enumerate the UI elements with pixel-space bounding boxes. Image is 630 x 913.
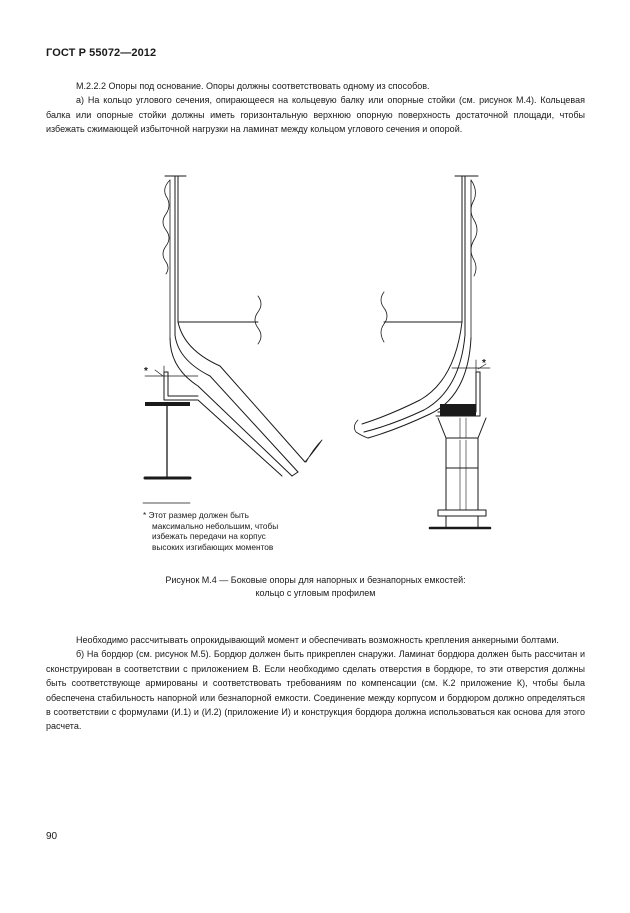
- caption-line: Рисунок М.4 — Боковые опоры для напорных и безнапорных емкостей:: [165, 575, 466, 585]
- paragraph-b: б) На бордюр (см. рисунок М.5). Бордюр должен быть прикреплен снаружи. Ламинат бордюра должен быть рассчитан и сконструирован в соответствии с приложением В. Если необходимо сделать отверстия в бордюре, то эти отверстия должны быть соответствующе армированы и соответствовать требованиям по компенсации (см. К.2 приложение К), чтобы была обеспечена стабильность напорной или безнапорной емкости. Соединение между корпусом и бордюром должно определяться в соответствии с формулами (И.1) и (И.2) (приложение И) и конструкция бордюра должна использоваться как основа для этого расчета.: [46, 649, 585, 732]
- document-header: ГОСТ Р 55072—2012: [46, 47, 157, 59]
- left-cone-bottom: [170, 322, 322, 476]
- footnote-line: * Этот размер должен быть: [143, 510, 249, 520]
- caption-line: кольцо с угловым профилем: [255, 587, 376, 598]
- footnote-line: избежать передачи на корпус: [152, 531, 266, 542]
- right-dished-bottom: [354, 322, 471, 438]
- right-size-marker: *: [482, 358, 486, 369]
- figure-footnote: [143, 510, 278, 552]
- left-size-marker: *: [144, 366, 148, 377]
- right-tank-wall: [455, 176, 478, 338]
- right-support-column: [430, 418, 490, 528]
- section-bottom-text: [46, 633, 585, 734]
- left-angle-ring: [145, 366, 282, 476]
- right-break-line: [381, 292, 387, 342]
- page-number: 90: [46, 831, 58, 842]
- left-tank-wall: [163, 176, 186, 338]
- paragraph-a: а) На кольцо углового сечения, опирающееся на кольцевую балку или опорные стойки (см. рисунок М.4). Кольцевая балка или опорные стойки должны иметь горизонтальную верхнюю опорную поверхность достаточной площади, чтобы избежать сжимающей избыточной нагрузки на ламинат между кольцом углового сечения и опорой.: [46, 95, 585, 135]
- figure-caption: [46, 574, 585, 599]
- paragraph-m-2-2-2: М.2.2.2 Опоры под основание. Опоры должны соответствовать одному из способов.: [76, 81, 430, 91]
- paragraph-moment: Необходимо рассчитывать опрокидывающий момент и обеспечивать возможность крепления анкерными болтами.: [76, 635, 559, 645]
- footnote-line: максимально небольшим, чтобы: [152, 520, 279, 531]
- footnote-line: высоких изгибающих моментов: [152, 541, 274, 552]
- left-support-beam: [145, 402, 190, 478]
- left-break-line: [255, 296, 261, 344]
